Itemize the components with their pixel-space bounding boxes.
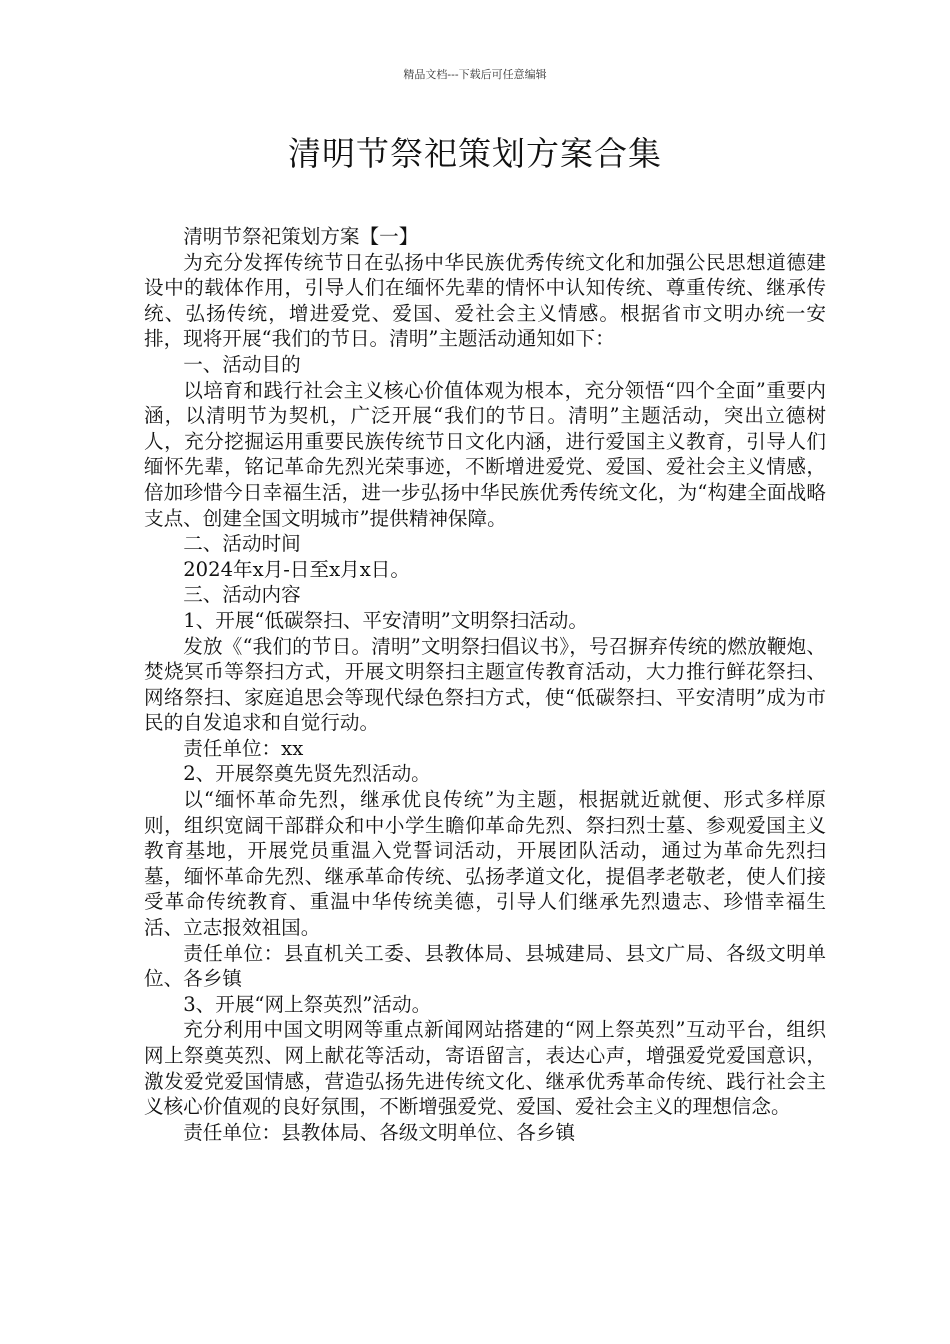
responsible-unit: 责任单位：xx bbox=[183, 736, 304, 760]
section-heading: 三、活动内容 bbox=[183, 583, 301, 607]
document-body bbox=[144, 224, 826, 1145]
responsible-unit: 责任单位：县直机关工委、县教体局、县城建局、县文广局、各级文明单位、各乡镇 bbox=[144, 941, 826, 991]
section-heading: 一、活动目的 bbox=[183, 352, 301, 376]
paragraph: 发放《“我们的节日。清明”文明祭扫倡议书》，号召摒弃传统的燃放鞭炮、焚烧冥币等祭扫方式，开展文明祭扫主题宣传教育活动，大力推行鲜花祭扫、网络祭扫、家庭追思会等现代绿色祭扫方式，使“低碳祭扫、平安清明”成为市民的自发追求和自觉行动。 bbox=[144, 634, 826, 735]
paragraph: 2024年x月-日至x月x日。 bbox=[183, 557, 410, 581]
section-heading: 二、活动时间 bbox=[183, 532, 301, 556]
document-title: 清明节祭祀策划方案合集 bbox=[288, 134, 662, 173]
header-note: 精品文档---下载后可任意编辑 bbox=[403, 68, 547, 81]
responsible-unit: 责任单位：县教体局、各级文明单位、各乡镇 bbox=[183, 1120, 576, 1144]
subsection-heading: 1、开展“低碳祭扫、平安清明”文明祭扫活动。 bbox=[183, 608, 588, 632]
section-heading: 清明节祭祀策划方案【一】 bbox=[183, 225, 419, 248]
paragraph: 以培育和践行社会主义核心价值体观为根本，充分领悟“四个全面”重要内涵，以清明节为契机，广泛开展“我们的节日。清明”主题活动，突出立德树人，充分挖掘运用重要民族传统节日文化内涵，进行爱国主义教育，引导人们缅怀先辈，铭记革命先烈光荣事迹，不断增进爱党、爱国、爱社会主义情感，倍加珍惜今日幸福生活，进一步弘扬中华民族优秀传统文化，为“构建全面战略支点、创建全国文明城市”提供精神保障。 bbox=[144, 378, 826, 530]
paragraph: 为充分发挥传统节日在弘扬中华民族优秀传统文化和加强公民思想道德建设中的载体作用，引导人们在缅怀先辈的情怀中认知传统、尊重传统、继承传统、弘扬传统，增进爱党、爱国、爱社会主义情感。根据省市文明办统一安排，现将开展“我们的节日。清明”主题活动通知如下： bbox=[144, 250, 826, 351]
paragraph: 充分利用中国文明网等重点新闻网站搭建的“网上祭英烈”互动平台，组织网上祭奠英烈、网上献花等活动，寄语留言，表达心声，增强爱党爱国意识，激发爱党爱国情感，营造弘扬先进传统文化、继承优秀革命传统、践行社会主义核心价值观的良好氛围，不断增强爱党、爱国、爱社会主义的理想信念。 bbox=[144, 1018, 826, 1119]
subsection-heading: 2、开展祭奠先贤先烈活动。 bbox=[183, 762, 431, 786]
subsection-heading: 3、开展“网上祭英烈”活动。 bbox=[183, 992, 432, 1016]
paragraph: 以“缅怀革命先烈，继承优良传统”为主题，根据就近就便、形式多样原则，组织宽阔干部群众和中小学生瞻仰革命先烈、祭扫烈士墓、参观爱国主义教育基地，开展党员重温入党誓词活动，开展团队活动，通过为革命先烈扫墓，缅怀革命先烈、继承革命传统、弘扬孝道文化，提倡孝老敬老，使人们接受革命传统教育、重温中华传统美德，引导人们继承先烈遗志、珍惜幸福生活、立志报效祖国。 bbox=[144, 788, 826, 940]
